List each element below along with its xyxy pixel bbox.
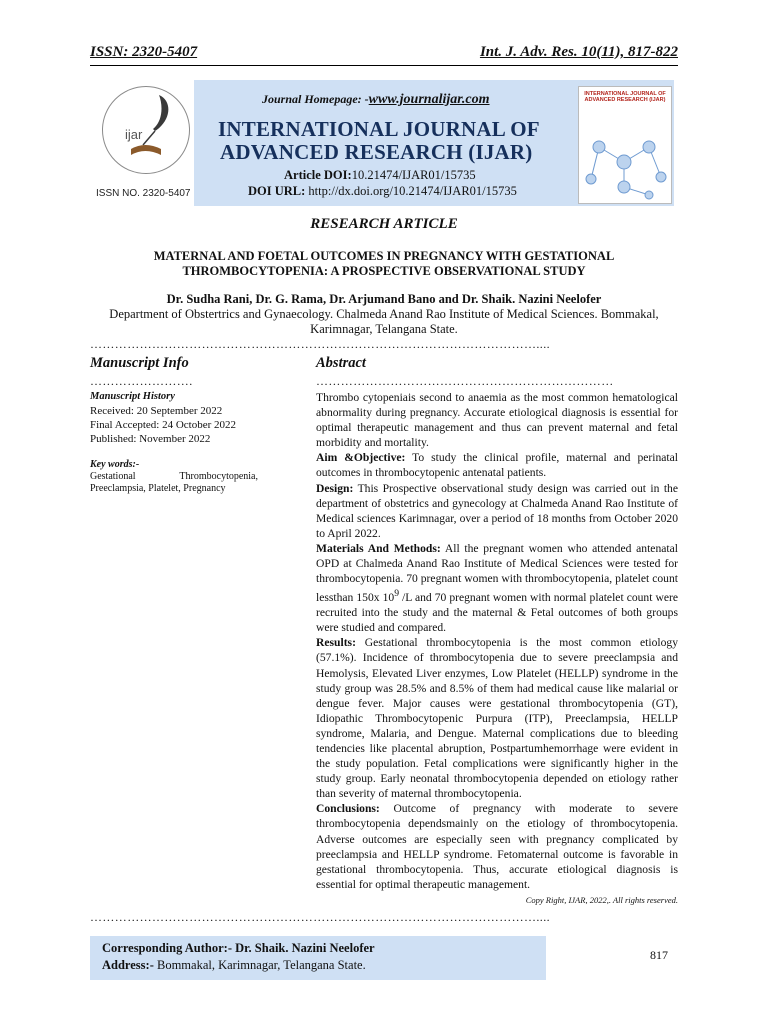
abstract-aim: [316, 450, 678, 480]
address-label: Address:-: [102, 958, 154, 972]
abstract-dots: ………………………………………………………………: [316, 374, 614, 388]
homepage-label: Journal Homepage: -: [262, 92, 369, 106]
journal-logo: [94, 80, 194, 206]
article-title: [90, 249, 678, 279]
author-address: [102, 958, 366, 973]
copyright-notice: Copy Right, IJAR, 2022,. All rights reserved.: [525, 895, 678, 905]
conclusions-text: Outcome of pregnancy with moderate to severe thrombocytopenia dependsmainly on the etiology of thrombocytopenia. Adverse outcomes are especially seen with pregnancy complicated by preeclampsia and HELLP syndrome. Fetomaternal outcome is favorable in gestational thrombocytopenia. Thus, accurate etiological diagnosis is essential for optimal therapeutic management.: [316, 802, 678, 891]
keywords: Gestational Thrombocytopenia, Preeclampsia, Platelet, Pregnancy: [90, 471, 258, 494]
results-text: Gestational thrombocytopenia is the most common etiology (57.1%). Incidence of thrombocytopenia due to severe preeclampsia and Hemolysis, Elevated Liver enzymes, Low Platelet (HELLP) syndrome in the study group was 28.5% and 8.5% of them had medical cause like malarial or dengue fever. Major causes were gestational thrombocytopenia (GT), Idiopathic Thrombocytopenic Purpura (ITP), Preeclampsia, HELLP syndrome, Malaria, and Dengue. Maternal complications due to bleeding tendencies like placental abruption, Postpartumhemorrhage were evident in the study population. Fetal complications were significantly higher in the study group. Early neonatal thrombocytopenia depended on etiology rather than severity of maternal thrombocytopenia.: [316, 636, 678, 801]
page-number: 817: [650, 948, 668, 962]
address-text: Bommakal, Karimnagar, Telangana State.: [156, 958, 366, 972]
homepage-link[interactable]: www.journalijar.com: [368, 92, 490, 107]
aim-label: Aim &Objective:: [316, 451, 406, 465]
abstract-intro: Thrombo cytopeniais second to anaemia as the most common hematological abnormality during pregnancy. Accurate etiological diagnosis is essential for optimal therapeutic management and thus can prevent maternal and fetal morbidity and mortality.: [316, 391, 678, 450]
separator-top: ………………………………………………………………………………………………....: [90, 337, 550, 351]
doi-url-link[interactable]: http://dx.doi.org/10.21474/IJAR01/15735: [308, 184, 517, 198]
published-date: Published: November 2022: [90, 433, 211, 445]
methods-sup: 9: [394, 588, 400, 600]
methods-text-b: /L and 70 pregnant women with normal platelet count were recruited into the study and the maternal & Fetal outcomes of both groups were studied and compared.: [316, 591, 678, 635]
abstract-methods: [316, 541, 678, 635]
journal-title-line1: INTERNATIONAL JOURNAL OF: [218, 117, 540, 141]
journal-title: [218, 118, 540, 164]
design-text: This Prospective observational study design was carried out in the department of obstetrics and gynecology at Chalmeda Anand Rao Institute of Medical sciences Karimnagar, over a period of 18 months from October 2020 to April 2022.: [316, 481, 678, 540]
corresponding-author-box: [90, 936, 546, 980]
design-label: Design:: [316, 481, 354, 495]
received-date: Received: 20 September 2022: [90, 405, 223, 417]
citation-header: Int. J. Adv. Res. 10(11), 817-822: [479, 44, 678, 60]
abstract-results: [316, 635, 678, 801]
article-type: RESEARCH ARTICLE: [310, 216, 458, 232]
article-doi-label: Article DOI:: [284, 168, 352, 182]
abstract-heading: Abstract: [316, 355, 366, 371]
corr-label: Corresponding Author:-: [102, 941, 232, 955]
corresponding-author: [102, 941, 375, 956]
affiliation-line2: Karimnagar, Telangana State.: [310, 322, 458, 336]
methods-label: Materials And Methods:: [316, 541, 441, 555]
logo-text: ijar: [125, 127, 143, 142]
doi-url: [248, 184, 517, 199]
cover-title: INTERNATIONAL JOURNAL OF ADVANCED RESEARCH (IJAR): [584, 91, 666, 103]
separator-bottom: ………………………………………………………………………………………………....: [90, 910, 550, 924]
history-label: Manuscript History: [90, 391, 175, 402]
article-doi-value: 10.21474/IJAR01/15735: [351, 168, 476, 182]
journal-homepage: [262, 92, 490, 108]
logo-issn: ISSN NO. 2320-5407: [96, 188, 191, 199]
aim-text: To study the clinical profile, maternal and perinatal outcomes in thrombocytopenic antenatal patients.: [316, 451, 678, 480]
accepted-date: Final Accepted: 24 October 2022: [90, 419, 237, 431]
conclusions-label: Conclusions:: [316, 802, 380, 816]
journal-banner: [94, 80, 674, 206]
article-title-line2: THROMBOCYTOPENIA: A PROSPECTIVE OBSERVATIONAL STUDY: [182, 264, 586, 278]
journal-title-line2: ADVANCED RESEARCH (IJAR): [220, 140, 533, 164]
manuscript-info-heading: Manuscript Info: [90, 355, 189, 371]
article-title-line1: MATERNAL AND FOETAL OUTCOMES IN PREGNANCY WITH GESTATIONAL: [153, 249, 615, 263]
logo-circle: [102, 86, 190, 174]
manuscript-history: [90, 390, 258, 446]
manuscript-info-dots: …………………….: [90, 374, 193, 388]
header-rule: [90, 65, 678, 66]
author-list: Dr. Sudha Rani, Dr. G. Rama, Dr. Arjumand Bano and Dr. Shaik. Nazini Neelofer: [166, 292, 602, 306]
molecule-graphic: [579, 87, 671, 203]
abstract-body: [316, 390, 678, 892]
affiliation: [90, 307, 678, 337]
results-label: Results:: [316, 636, 356, 650]
article-doi: [284, 168, 476, 183]
quill-book-icon: [103, 87, 189, 173]
keywords-label: Key words:-: [90, 459, 140, 470]
abstract-design: [316, 481, 678, 541]
affiliation-line1: Department of Obstertrics and Gynaecology. Chalmeda Anand Rao Institute of Medical Sciences. Bommakal,: [109, 307, 659, 321]
journal-cover-image: [578, 86, 672, 204]
issn-header: ISSN: 2320-5407: [90, 44, 198, 60]
doi-url-label: DOI URL:: [248, 184, 306, 198]
methods-text-a: All the pregnant women who attended antenatal OPD at Chalmeda Anand Rao Institute of Medical Sciences were tested for thrombocytopenia. 70 pregnant women with thrombocytopenia, platelet count lessthan 150x 10: [316, 541, 678, 605]
corr-name: Dr. Shaik. Nazini Neelofer: [235, 941, 375, 955]
abstract-conclusions: [316, 801, 678, 892]
